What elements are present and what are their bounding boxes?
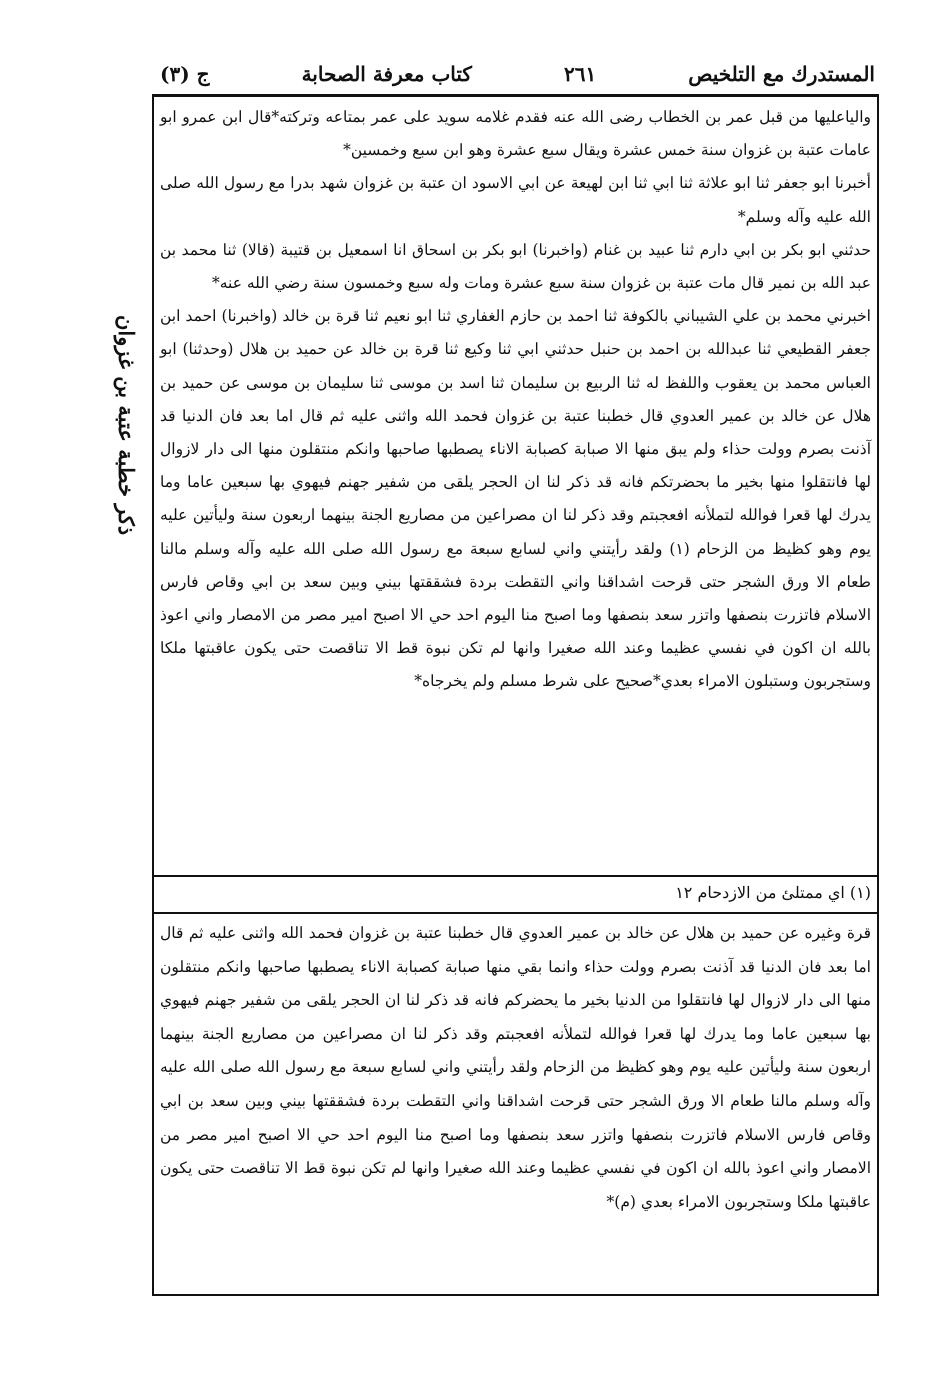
paragraph: حدثني ابو بكر بن ابي دارم ثنا عبيد بن غنام (واخبرنا) ابو بكر بن اسحاق انا اسمعيل بن قتيبة (قالا) ثنا محمد بن عبد الله بن نمير قال مات عتبة بن غزوان سنة سبع عشرة ومات وله سبع وخمسون سنة رضي الله عنه*: [160, 240, 871, 293]
paragraph: اخبرني محمد بن علي الشيباني بالكوفة ثنا احمد بن حازم الغفاري ثنا ابو نعيم ثنا قرة بن خالد (واخبرنا) احمد ابن جعفر القطيعي ثنا عبدالله بن احمد بن حنبل حدثني ابي ثنا وكيع ثنا قرة بن خالد عن حميد بن هلال (وحدثنا) ابو العباس محمد بن يعقوب واللفظ له ثنا الربيع بن سليمان ثنا اسد بن موسى ثنا سليمان بن موسى عن حميد بن هلال عن خالد بن عمير العدوي قال خطبنا عتبة بن غزوان فحمد الله واثنى عليه ثم قال اما بعد فان الدنيا قد آذنت بصرم وولت حذاء ولم يبق منها الا صبابة كصبابة الاناء يصطبها صاحبها وانكم منتقلون منها الى دار لازوال لها فانتقلوا منها بخير ما بحضرتكم فانه قد ذكر لنا ان الحجر يلقى من شفير جهنم فيهوي بها سبعين عاما وما يدرك لها قعرا فوالله لتملأنه افعجبتم وقد ذكر لنا ان مصراعين من مصاريع الجنة بينهما اربعون سنة وليأتين عليه يوم وهو كظيظ من الزحام (١) ولقد رأيتني واني لسابع سبعة مع رسول الله صلى الله عليه وآله وسلم مالنا طعام الا ورق الشجر حتى قرحت اشداقنا واني التقطت بردة فشققتها بيني وبين سعد بن ابي وقاص فارس الاسلام فاتزرت بنصفها واتزر سعد بنصفها وما اصبح منا اليوم احد حي الا اصبح امير مصر من الامصار واني اعوذ بالله ان اكون في نفسي عظيما وعند الله صغيرا وانها لم تكن نبوة قط الا تناقصت حتى يكون عاقبتها ملكا وستجربون وستبلون الامراء بعدي*صحيح على شرط مسلم ولم يخرجاه*: [160, 307, 871, 691]
page-frame: [152, 94, 879, 1296]
book-title: المستدرك مع التلخيص: [688, 62, 875, 86]
side-heading: ذكر خطبة عتبة بن غزوان: [114, 314, 139, 536]
volume-label: ج (٣): [160, 62, 210, 86]
running-header: [160, 54, 875, 94]
section-title: كتاب معرفة الصحابة: [301, 62, 472, 86]
footnote: (١) اي ممتلئ من الازدحام ١٢: [675, 883, 871, 902]
summary-text: [160, 917, 871, 1287]
page-number: ٢٦١: [563, 62, 597, 86]
paragraph: والياعليها من قبل عمر بن الخطاب رضى الله عنه فقدم غلامه سويد على عمر بمتاعه وتركته*قال ابن عمرو ابو عامات عتبة بن غزوان سنة خمس عشرة ويقال سبع عشرة وهو ابن سبع وخمسين*: [160, 108, 871, 160]
paragraph: أخبرنا ابو جعفر ثنا ابو علاثة ثنا ابي ثنا ابن لهيعة عن ابي الاسود ان عتبة بن غزوان شهد بدرا مع رسول الله صلى الله عليه وآله وسلم*: [160, 174, 871, 226]
summary-divider: [154, 912, 877, 914]
main-text: [160, 101, 871, 871]
paragraph: قرة وغيره عن حميد بن هلال عن خالد بن عمير العدوي قال خطبنا عتبة بن غزوان فحمد الله واثنى عليه ثم قال اما بعد فان الدنيا قد آذنت بصرم وولت حذاء وانما بقي منها صبابة كصبابة الاناء يصطبها صاحبها وانكم منتقلون منها الى دار لازوال لها فانتقلوا من الدنيا بخير ما يحضركم فانه قد ذكر لنا ان الحجر يلقى من شفير جهنم فيهوي بها سبعين عاما وما يدرك لها قعرا فوالله لتملأنه افعجبتم وقد ذكر لنا ان مصراعين من مصاريع الجنة بينهما اربعون سنة وليأتين عليه يوم وهو كظيظ من الزحام ولقد رأيتني واني لسابع سبعة مع رسول الله صلى الله عليه وآله وسلم مالنا طعام الا ورق الشجر حتى قرحت اشداقنا واني التقطت بردة فشققتها بيني وبين سعد بن ابي وقاص فارس الاسلام فاتزرت بنصفها واتزر سعد بنصفها وما اصبح منا اليوم احد حي الا اصبح امير مصر من الامصار واني اعوذ بالله ان اكون في نفسي عظيما وعند الله صغيرا وانها لم تكن نبوة قط الا تناقصت حتى يكون عاقبتها ملكا وستجربون الامراء بعدي (م)*: [160, 924, 871, 1211]
